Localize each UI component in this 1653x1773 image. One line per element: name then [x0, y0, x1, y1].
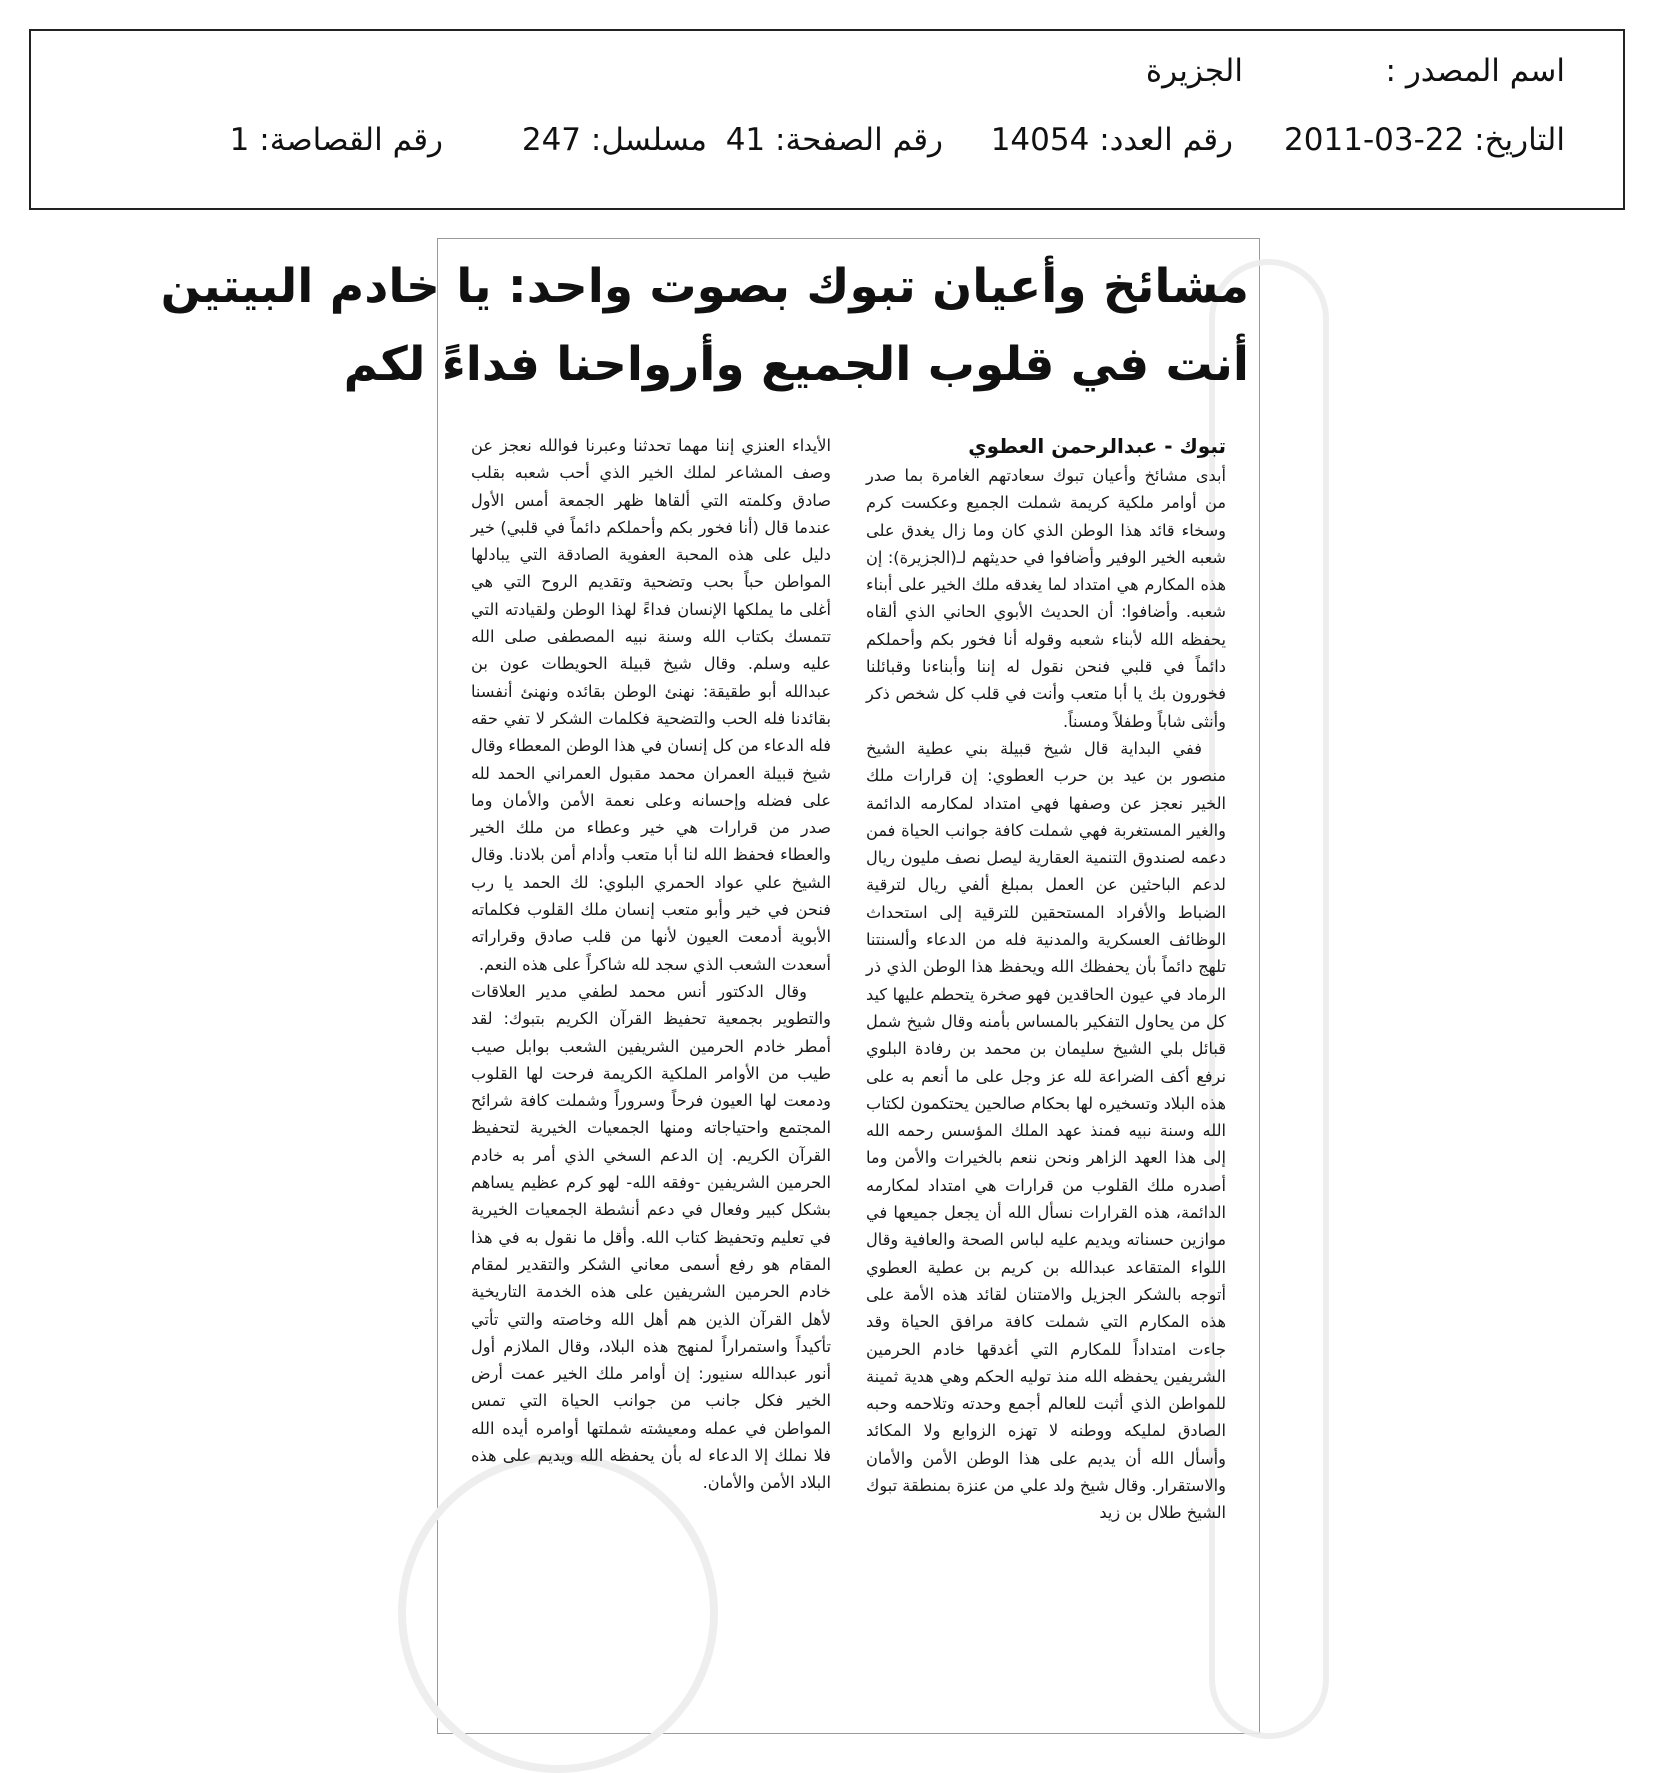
clipping-metadata-box — [29, 29, 1625, 210]
page-value: 41 — [725, 122, 766, 158]
issue-row — [991, 122, 1233, 158]
page-label: رقم الصفحة: — [775, 122, 943, 158]
issue-label: رقم العدد: — [1099, 122, 1233, 158]
clip-number-value: 1 — [229, 122, 250, 158]
paragraph: ففي البداية قال شيخ قبيلة بني عطية الشيخ منصور بن عيد بن حرب العطوي: إن قرارات ملك الخير نعجز عن وصفها فهي امتداد لمكارمه الدائمة والغير المستغربة فهي شملت كافة جوانب الحياة فمن دعمه لصندوق التنمية العقارية ليصل نصف مليون ريال لدعم الباحثين عن العمل بمبلغ ألفي ريال لترقية الضباط والأفراد المستحقين للترقية إلى استحداث الوظائف العسكرية والمدنية فله من الدعاء وألسنتنا تلهج دائماً بأن يحفظك الله ويحفظ هذا الوطن الذي ذر الرماد في عيون الحاقدين فهو صخرة يتحطم عليها كيد كل من يحاول التفكير بالمساس بأمنه وقال شيخ شمل قبائل بلي الشيخ سليمان بن محمد بن رفادة البلوي نرفع أكف الضراعة لله عز وجل على ما أنعم به على هذه البلاد وتسخيره لها بحكام صالحين يحتكمون لكتاب الله وسنة نبيه فمنذ عهد الملك المؤسس رحمه الله إلى هذا العهد الزاهر ونحن ننعم بالخيرات والأمن وما أصدره ملك القلوب من قرارات هي امتداد لمكارمه الدائمة، هذه القرارات نسأل الله أن يجعل جميعها في موازين حسناته ويديم عليه لباس الصحة والعافية وقال اللواء المتقاعد عبدالله بن كريم بن عطية العطوي أتوجه بالشكر الجزيل والامتنان لقائد هذه الأمة على هذه المكارم التي شملت كافة مرافق الحياة وقد جاءت امتداداً للمكارم التي أغدقها خادم الحرمين الشريفين يحفظه الله منذ توليه الحكم وهي هدية ثمينة للمواطن الذي أثبت للعالم أجمع وحدته وتلاحمه وحبه الصادق لمليكه ووطنه لا تهزه الزوابع ولا المكائد وأسأل الله أن يديم على هذا الوطن الأمن والأمان والاستقرار. وقال شيخ ولد علي من عنزة بمنطقة تبوك الشيخ طلال بن زيد — [866, 738, 1226, 1523]
paragraph: وقال الدكتور أنس محمد لطفي مدير العلاقات والتطوير بجمعية تحفيظ القرآن الكريم بتبوك: لقد أمطر خادم الحرمين الشريفين الشعب بوابل صيب طيب من الأوامر الملكية الكريمة فرحت لها القلوب ودمعت لها العيون فرحاً وسروراً وشملت كافة شرائح المجتمع واحتياجاته ومنها الجمعيات الخيرية لتحفيظ القرآن الكريم. إن الدعم السخي الذي أمر به خادم الحرمين الشريفين -وفقه الله- لهو كرم عظيم يساهم بشكل كبير وفعال في دعم أنشطة الجمعيات الخيرية في تعليم وتحفيظ كتاب الله. وأقل ما نقول به في هذا المقام هو رفع أسمى معاني الشكر والتقدير لمقام خادم الحرمين الشريفين على هذه الخدمة التاريخية لأهل القرآن الذين هم أهل الله وخاصته والتي تأتي تأكيداً واستمراراً لمنهج هذه البلاد، وقال الملازم أول أنور عبدالله سنيور: إن أوامر ملك الخير عمت أرض الخير فكل جانب من جوانب الحياة التي تمس المواطن في عمله ومعيشته شملتها أوامره أيده الله فلا نملك إلا الدعاء له بأن يحفظه الله ويديم على هذه البلاد الأمن والأمان. — [471, 981, 831, 1493]
serial-label: مسلسل: — [590, 122, 707, 158]
watermark-band — [1209, 259, 1329, 1739]
paragraph: أبدى مشائخ وأعيان تبوك سعادتهم الغامرة بما صدر من أوامر ملكية كريمة شملت الجميع وعكست كرم وسخاء قائد هذا الوطن الذي كان وما زال يغدق على شعبه الخير الوفير وأضافوا في حديثهم لـ(الجزيرة): إن هذه المكارم هي امتداد لما يغدقه ملك الخير على أبناء شعبه. وأضافوا: أن الحديث الأبوي الحاني الذي ألقاه يحفظه الله لأبناء شعبه وقوله أنا فخور بكم وأحملكم دائماً في قلبي فنحن نقول له إننا وأبناءنا وقبائلنا فخورون بك يا أبا متعب وأنت في قلب كل شخص ذكر وأنثى شاباً وطفلاً ومسناً. — [866, 466, 1226, 731]
date-label: التاريخ: — [1474, 122, 1565, 158]
serial-value: 247 — [521, 122, 582, 158]
watermark-seal — [398, 1453, 718, 1773]
source-row — [1386, 53, 1565, 89]
headline-line-1: مشائخ وأعيان تبوك بصوت واحد: يا خادم البيتين — [160, 259, 1249, 314]
clip-number-row — [230, 122, 443, 158]
date-row — [1284, 122, 1565, 158]
newspaper-clipping — [160, 238, 1260, 1734]
page-row — [726, 122, 943, 158]
byline: تبوك - عبدالرحمن العطوي — [968, 434, 1226, 458]
paragraph: الأيداء العنزي إننا مهما تحدثنا وعبرنا فوالله نعجز عن وصف المشاعر لملك الخير الذي أحب شعبه بقلب صادق وكلمته التي ألقاها ظهر الجمعة أمس الأول عندما قال (أنا فخور بكم وأحملكم دائماً في قلبي) خير دليل على هذه المحبة العفوية الصادقة التي يبادلها المواطن حباً بحب وتضحية وتقديم الروح التي هي أغلى ما يملكها الإنسان فداءً لهذا الوطن ولقيادته التي تتمسك بكتاب الله وسنة نبيه المصطفى صلى الله عليه وسلم. وقال شيخ قبيلة الحويطات عون بن عبدالله أبو طقيقة: نهنئ الوطن بقائده ونهنئ أنفسنا بقائدنا فله الحب والتضحية فكلمات الشكر لا تفي حقه فله الدعاء من كل إنسان في هذا الوطن المعطاء وقال شيخ قبيلة العمران محمد مقبول العمراني الحمد لله على فضله وإحسانه وعلى نعمة الأمن والأمان وما صدر من قرارات هي خير وعطاء من ملك الخير والعطاء فحفظ الله لنا أبا متعب وأدام أمن بلادنا. وقال الشيخ علي عواد الحمري البلوي: لك الحمد يا رب فنحن في خير وأبو متعب إنسان ملك القلوب فكلماته الأبوية أدمعت العيون لأنها من قلب صادق وقراراته أسعدت الشعب الذي سجد لله شاكراً على هذه النعم. — [471, 436, 831, 974]
source-value-row — [1146, 53, 1243, 89]
clip-number-label: رقم القصاصة: — [259, 122, 443, 158]
article-column-left — [471, 432, 831, 1497]
source-value: الجزيرة — [1145, 53, 1243, 89]
issue-value: 14054 — [990, 122, 1090, 158]
source-label: اسم المصدر : — [1385, 53, 1565, 89]
serial-row — [522, 122, 707, 158]
headline-line-2: أنت في قلوب الجميع وأرواحنا فداءً لكم — [343, 337, 1249, 392]
article-column-right — [866, 462, 1226, 1527]
date-value: 2011-03-22 — [1284, 122, 1465, 158]
